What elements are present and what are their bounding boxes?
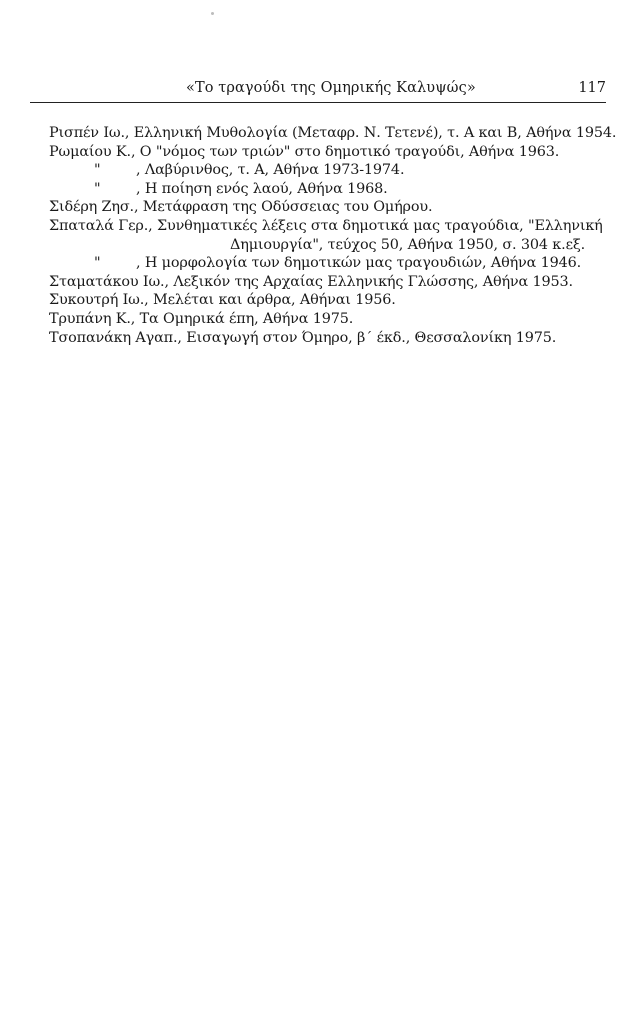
running-header bbox=[30, 80, 606, 103]
bibliography-entry-spatala: Σπαταλά Γερ., Συνθηματικές λέξεις στα δημοτικά μας τραγούδια, "Ελληνική bbox=[49, 217, 603, 234]
entry-text: , Η μορφολογία των δημοτικών μας τραγουδιών, Αθήνα 1946. bbox=[136, 255, 582, 272]
bibliography-entry-spatala-morfologia bbox=[49, 254, 609, 273]
bibliography-entry-tsopanaki: Τσοπανάκη Αγαπ., Εισαγωγή στον Όμηρο, β΄ έκδ., Θεσσαλονίκη 1975. bbox=[49, 329, 557, 346]
ditto-mark: " bbox=[94, 180, 101, 197]
entry-text: , Η ποίηση ενός λαού, Αθήνα 1968. bbox=[136, 180, 388, 197]
ditto-mark: " bbox=[94, 255, 101, 272]
bibliography-entry-spatala-continued: Δημιουργία", τεύχος 50, Αθήνα 1950, σ. 304 κ.εξ. bbox=[230, 236, 586, 253]
scan-speck bbox=[211, 12, 214, 15]
entry-text: , Λαβύρινθος, τ. Α, Αθήνα 1973-1974. bbox=[136, 162, 405, 179]
bibliography-entry-romaiou-poiisi bbox=[49, 180, 609, 199]
bibliography-entry-stamatakou: Σταματάκου Ιω., Λεξικόν της Αρχαίας Ελληνικής Γλώσσης, Αθήνα 1953. bbox=[49, 273, 573, 290]
running-title: «Το τραγούδι της Ομηρικής Καλυψώς» bbox=[186, 80, 476, 96]
ditto-mark: " bbox=[94, 162, 101, 179]
bibliography-entry-sykoutri: Συκουτρή Ιω., Μελέται και άρθρα, Αθήναι 1956. bbox=[49, 292, 396, 309]
bibliography-entry-sideri: Σιδέρη Ζησ., Μετάφραση της Οδύσσειας του Ομήρου. bbox=[49, 199, 433, 216]
bibliography-entry-romaiou-labyrinthos bbox=[49, 161, 609, 180]
bibliography-entry-romaiou: Ρωμαίου Κ., Ο "νόμος των τριών" στο δημοτικό τραγούδι, Αθήνα 1963. bbox=[49, 143, 560, 160]
bibliography-entry-rispen: Ρισπέν Ιω., Ελληνική Μυθολογία (Μεταφρ. Ν. Τετενέ), τ. Α και Β, Αθήνα 1954. bbox=[49, 125, 617, 141]
page-number: 117 bbox=[578, 80, 606, 96]
bibliography-list bbox=[49, 124, 617, 347]
bibliography-entry-trypani: Τρυπάνη Κ., Τα Ομηρικά έπη, Αθήνα 1975. bbox=[49, 310, 354, 327]
